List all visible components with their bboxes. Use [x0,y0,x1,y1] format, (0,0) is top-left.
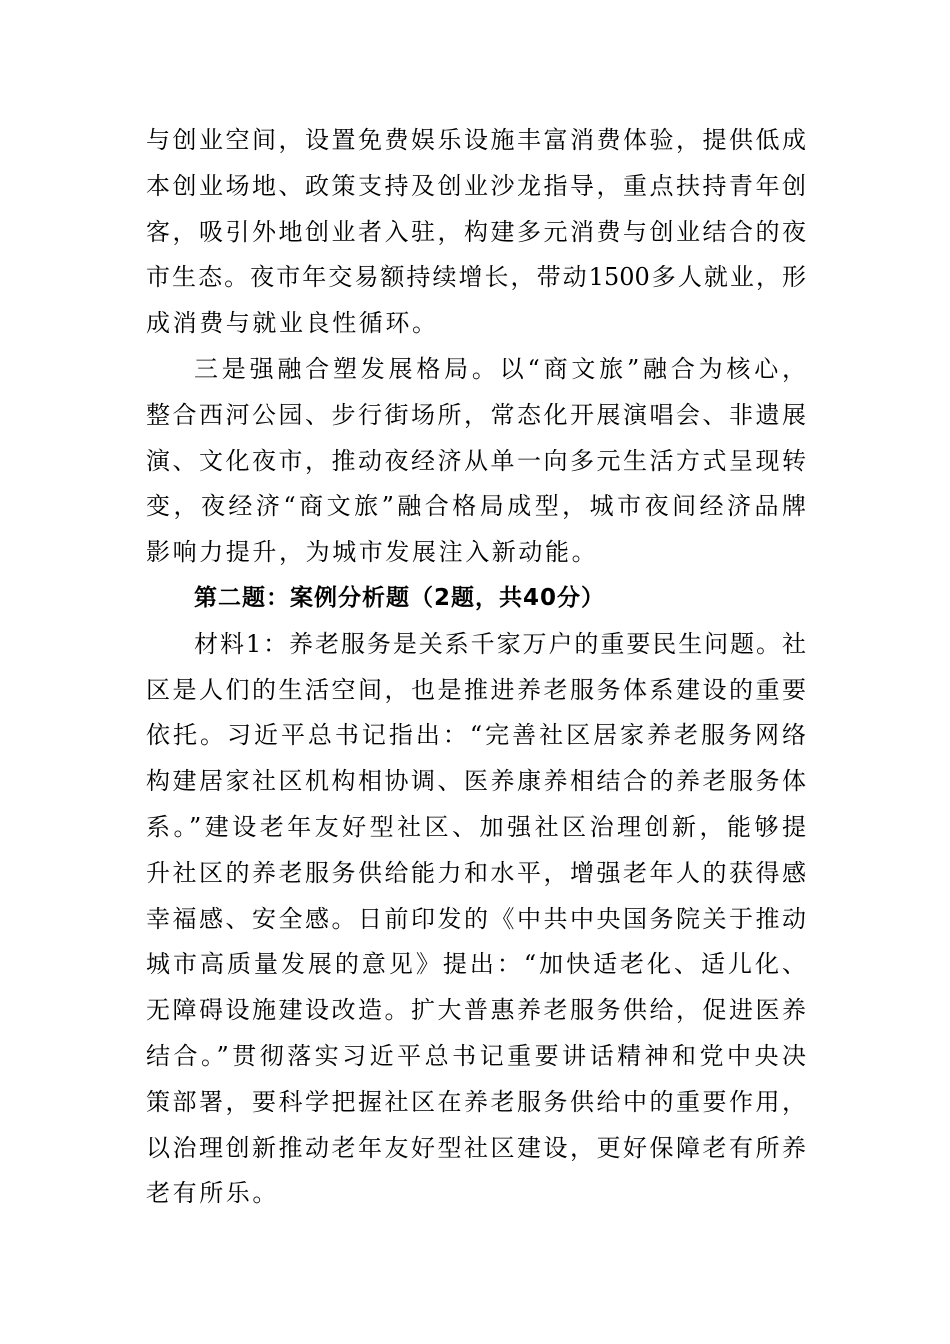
paragraph-2 [146,347,806,576]
text-line: 三是强融合塑发展格局。以“商文旅”融合为核心， [194,354,806,383]
text-line: 市生态。夜市年交易额持续增长，带动1500多人就业，形 [146,263,806,292]
text-line: 幸福感、安全感。日前印发的《中共中央国务院关于推动 [146,904,806,933]
text-line: 整合西河公园、步行街场所，常态化开展演唱会、非遗展 [146,400,806,429]
text-line: 结合。”贯彻落实习近平总书记重要讲话精神和党中央决 [146,1041,806,1070]
text-line: 构建居家社区机构相协调、医养康养相结合的养老服务体 [146,767,806,796]
paragraph-3 [146,622,806,1217]
text-line: 成消费与就业良性循环。 [146,309,439,338]
text-line: 依托。习近平总书记指出：“完善社区居家养老服务网络 [146,721,806,750]
text-line: 以治理创新推动老年友好型社区建设，更好保障老有所养 [146,1133,806,1162]
text-line: 城市高质量发展的意见》提出：“加快适老化、适儿化、 [146,950,806,979]
paragraph-1 [146,118,806,347]
text-line: 升社区的养老服务供给能力和水平，增强老年人的获得感 [146,858,806,887]
text-line: 与创业空间，设置免费娱乐设施丰富消费体验，提供低成 [146,126,806,154]
text-line: 影响力提升，为城市发展注入新动能。 [146,538,599,567]
document-page [146,118,806,1217]
text-line: 材料1：养老服务是关系千家万户的重要民生问题。社 [194,629,806,658]
text-line: 演、文化夜市，推动夜经济从单一向多元生活方式呈现转 [146,446,806,475]
text-line: 无障碍设施建设改造。扩大普惠养老服务供给，促进医养 [146,996,806,1025]
text-line: 老有所乐。 [146,1179,279,1208]
text-line: 策部署，要科学把握社区在养老服务供给中的重要作用， [146,1087,806,1116]
text-line: 区是人们的生活空间，也是推进养老服务体系建设的重要 [146,675,806,704]
text-line: 客，吸引外地创业者入驻，构建多元消费与创业结合的夜 [146,217,806,246]
text-line: 系。”建设老年友好型社区、加强社区治理创新，能够提 [146,812,806,841]
section-heading: 第二题：案例分析题（2题，共40分） [194,584,606,611]
text-line: 本创业场地、政策支持及创业沙龙指导，重点扶持青年创 [146,171,806,200]
text-line: 变，夜经济“商文旅”融合格局成型，城市夜间经济品牌 [146,492,806,521]
